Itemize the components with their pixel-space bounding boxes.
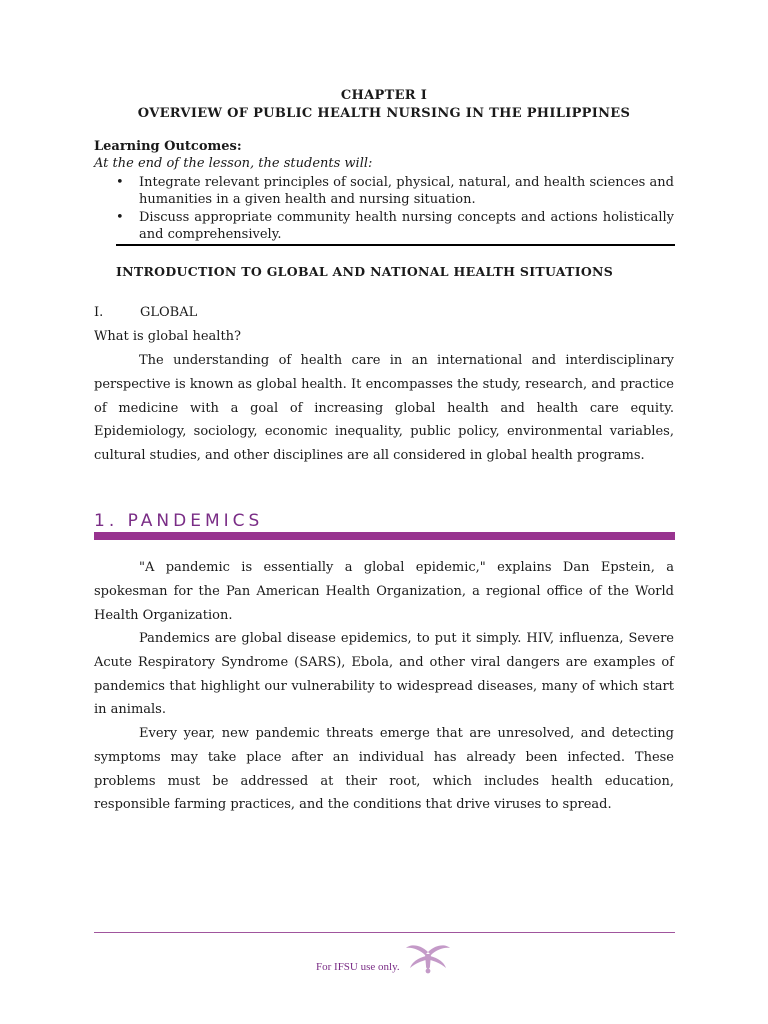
section-divider xyxy=(116,244,675,246)
pandemics-heading: 1. PANDEMICS xyxy=(94,511,264,531)
list-item xyxy=(94,209,674,243)
pandemics-paragraph-1: "A pandemic is essentially a global epidemic," explains Dan Epstein, a spokesman for the Pan American Health Organization, a regional office of the World Health Organization. xyxy=(94,560,674,623)
footer-text: For IFSU use only. xyxy=(316,961,400,973)
pandemics-paragraph-2: Pandemics are global disease epidemics, to put it simply. HIV, influenza, Severe Acute Respiratory Syndrome (SARS), Ebola, and other viral dangers are examples of pandemics that highlight our vulnerability to widespread diseases, many of which start in animals. xyxy=(94,631,674,718)
chapter-number: CHAPTER I xyxy=(340,88,428,103)
outcome-text: Discuss appropriate community health nursing concepts and actions holistically and comprehensively. xyxy=(139,210,674,242)
section-label: GLOBAL xyxy=(140,305,198,320)
learning-outcomes-intro: At the end of the lesson, the students will: xyxy=(94,156,373,171)
learning-outcomes-title: Learning Outcomes: xyxy=(94,139,242,154)
bullet-icon: • xyxy=(116,175,124,190)
outcome-text: Integrate relevant principles of social, physical, natural, and health sciences and humanities in a given health and nursing situation. xyxy=(139,175,674,207)
footer-rule xyxy=(94,932,675,933)
pandemics-rule xyxy=(94,532,675,540)
pandemics-paragraph-3: Every year, new pandemic threats emerge that are unresolved, and detecting symptoms may take place after an individual has already been infected. These problems must be addressed at their root, which includes health education, responsible farming practices, and the conditions that drive viruses to spread. xyxy=(94,726,674,813)
chapter-title: OVERVIEW OF PUBLIC HEALTH NURSING IN THE PHILIPPINES xyxy=(137,106,631,121)
ifsu-logo-icon xyxy=(404,942,452,974)
bullet-icon: • xyxy=(116,210,124,225)
list-item xyxy=(94,174,674,208)
section-question: What is global health? xyxy=(94,329,242,344)
global-health-paragraph: The understanding of health care in an international and interdisciplinary perspective is known as global health. It encompasses the study, research, and practice of medicine with a goal of increasing global health and health care equity. Epidemiology, sociology, economic inequality, public policy, environmental variables, cultural studies, and other disciplines are all considered in global health programs. xyxy=(94,353,674,464)
introduction-heading: INTRODUCTION TO GLOBAL AND NATIONAL HEALTH SITUATIONS xyxy=(116,264,614,279)
section-number: I. xyxy=(94,305,104,320)
learning-outcomes-list xyxy=(94,174,674,244)
